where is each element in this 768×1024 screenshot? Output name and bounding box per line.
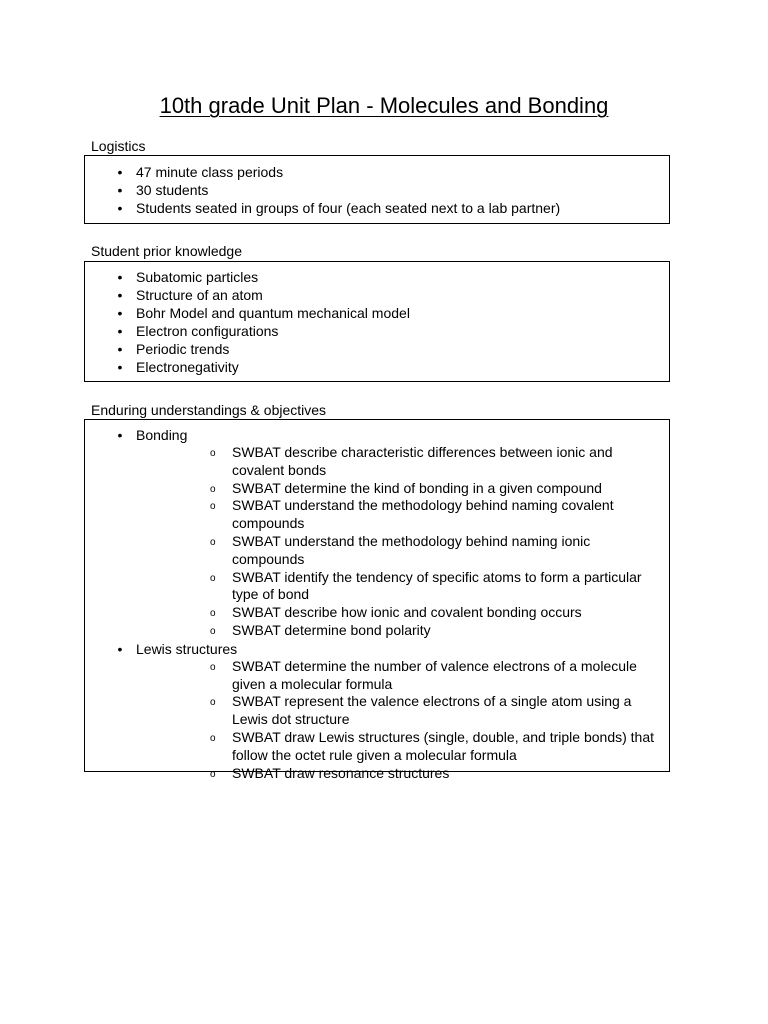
bullet-icon: • bbox=[117, 427, 123, 443]
sub-bullet-icon: o bbox=[210, 501, 216, 513]
list-item: • Students seated in groups of four (each seated next to a lab partner) bbox=[85, 199, 669, 217]
sub-bullet-icon: o bbox=[210, 697, 216, 709]
objective-group-lewis-structures bbox=[85, 640, 669, 783]
sub-bullet-icon: o bbox=[210, 483, 216, 495]
lewis-objectives bbox=[136, 658, 669, 783]
bullet-icon: • bbox=[117, 200, 123, 216]
list-item: o SWBAT describe characteristic differences between ionic and covalent bonds bbox=[210, 444, 613, 478]
sub-bullet-icon: o bbox=[210, 572, 216, 584]
group-heading: Lewis structures bbox=[136, 640, 238, 657]
bonding-objectives bbox=[136, 444, 669, 640]
sub-bullet-icon: o bbox=[210, 536, 216, 548]
list-item: o SWBAT understand the methodology behind naming covalent compounds bbox=[210, 497, 614, 532]
objectives-box bbox=[84, 419, 670, 781]
bullet-icon: • bbox=[117, 164, 123, 180]
sub-bullet-icon: o bbox=[210, 448, 216, 459]
objectives-list bbox=[85, 426, 669, 782]
bullet-icon: • bbox=[117, 287, 123, 303]
list-item: o SWBAT describe how ionic and covalent bonding occurs bbox=[210, 604, 582, 621]
bullet-icon: • bbox=[117, 359, 123, 375]
list-item: o SWBAT draw resonance structures bbox=[210, 764, 450, 781]
section-label-objectives: Enduring understandings & objectives bbox=[91, 402, 327, 418]
section-label-prior-knowledge: Student prior knowledge bbox=[91, 243, 242, 259]
sub-bullet-icon: o bbox=[210, 732, 216, 744]
bullet-icon: • bbox=[117, 182, 123, 198]
group-heading: Bonding bbox=[136, 427, 188, 443]
list-item: • Periodic trends bbox=[85, 340, 669, 358]
section-label-logistics: Logistics bbox=[91, 138, 146, 154]
list-item: o SWBAT draw Lewis structures (single, double, and triple bonds) that follow the octet rule given a molecular formula bbox=[210, 728, 655, 763]
list-item: • Bohr Model and quantum mechanical model bbox=[85, 304, 669, 322]
bullet-icon: • bbox=[117, 323, 123, 339]
list-item: • Subatomic particles bbox=[85, 268, 669, 286]
list-item: • Structure of an atom bbox=[85, 286, 669, 304]
sub-bullet-icon: o bbox=[210, 768, 216, 780]
logistics-list bbox=[85, 163, 669, 217]
bullet-icon: • bbox=[117, 269, 123, 285]
list-item: o SWBAT represent the valence electrons of a single atom using a Lewis dot structure bbox=[210, 693, 632, 728]
list-item: o SWBAT determine the kind of bonding in a given compound bbox=[210, 479, 602, 496]
page-title: 10th grade Unit Plan - Molecules and Bonding bbox=[159, 93, 609, 118]
prior-knowledge-box bbox=[84, 261, 670, 382]
logistics-box bbox=[84, 155, 670, 224]
list-item: • 47 minute class periods bbox=[85, 163, 669, 181]
objective-group-bonding bbox=[85, 426, 669, 640]
sub-bullet-icon: o bbox=[210, 608, 216, 620]
bullet-icon: • bbox=[117, 305, 123, 321]
sub-bullet-icon: o bbox=[210, 625, 216, 637]
list-item: o SWBAT understand the methodology behind naming ionic compounds bbox=[210, 532, 591, 567]
list-item: o SWBAT determine bond polarity bbox=[210, 621, 431, 638]
list-item: • 30 students bbox=[85, 181, 669, 199]
list-item: • Electronegativity bbox=[85, 358, 669, 376]
list-item: • Electron configurations bbox=[85, 322, 669, 340]
sub-bullet-icon: o bbox=[210, 661, 216, 673]
bullet-icon: • bbox=[117, 640, 123, 657]
list-item: o SWBAT determine the number of valence electrons of a molecule given a molecular formula bbox=[210, 657, 637, 692]
list-item: o SWBAT identify the tendency of specific atoms to form a particular type of bond bbox=[210, 568, 642, 603]
bullet-icon: • bbox=[117, 341, 123, 357]
prior-knowledge-list bbox=[85, 268, 669, 376]
